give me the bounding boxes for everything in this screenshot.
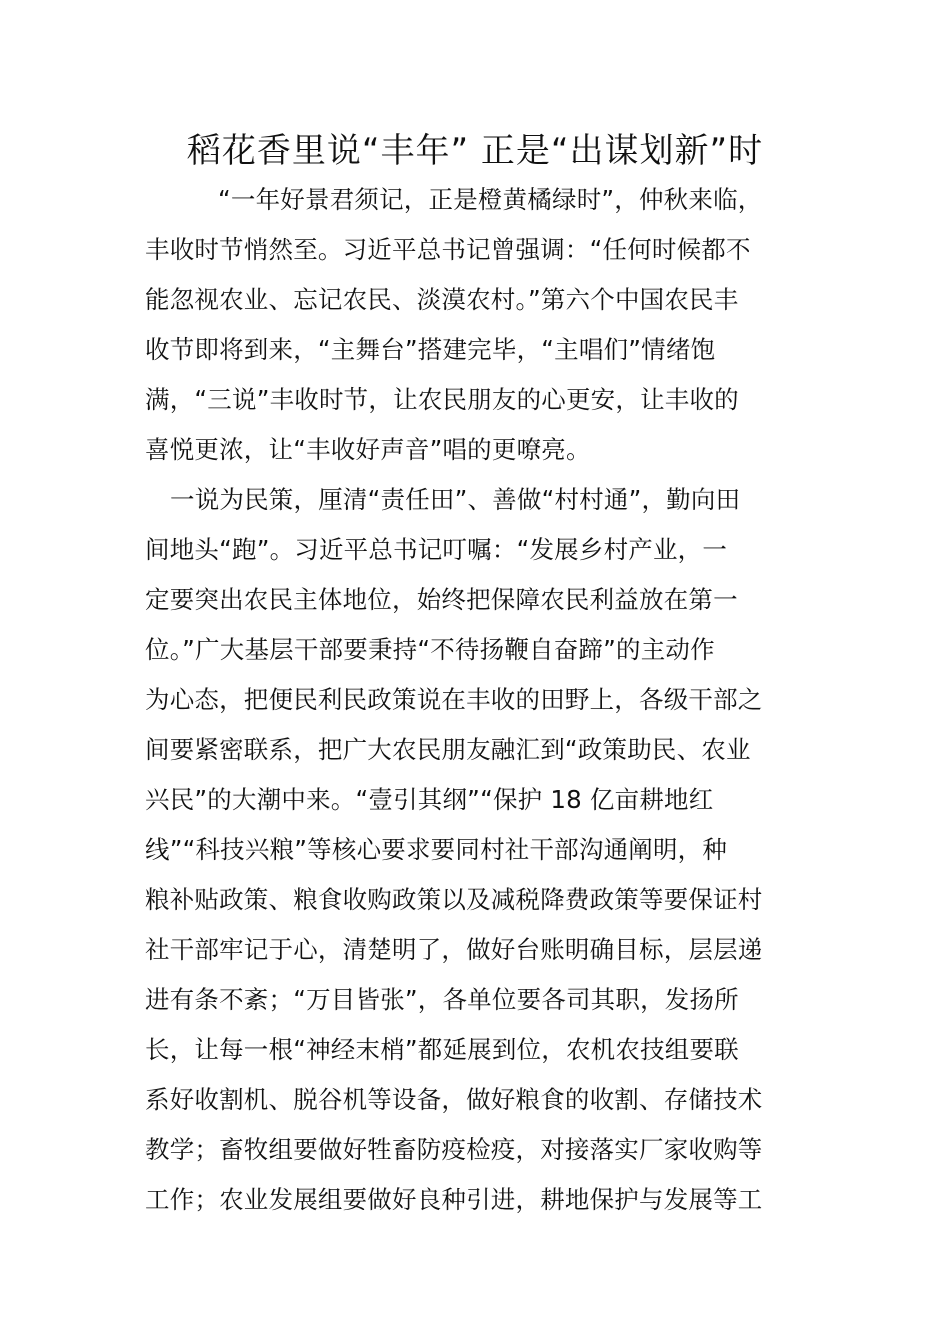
paragraph-line: 工作；农业发展组要做好良种引进，耕地保护与发展等工 [145, 1185, 763, 1214]
paragraph-line: 兴民”的大潮中来。“壹引其纲”“保护 18 亿亩耕地红 [145, 785, 714, 814]
paragraph-line: 线”“科技兴粮”等核心要求要同村社干部沟通阐明，种 [145, 835, 728, 864]
paragraph-line: 进有条不紊；“万目皆张”，各单位要各司其职，发扬所 [145, 985, 739, 1014]
paragraph-line: 粮补贴政策、粮食收购政策以及减税降费政策等要保证村 [145, 885, 763, 914]
paragraph-line: 定要突出农民主体地位，始终把保障农民利益放在第一 [145, 585, 738, 614]
paragraph-line: 丰收时节悄然至。习近平总书记曾强调：“任何时候都不 [145, 235, 751, 264]
paragraph-line: 收节即将到来，“主舞台”搭建完毕，“主唱们”情绪饱 [145, 335, 716, 364]
paragraph-line: 喜悦更浓，让“丰收好声音”唱的更嘹亮。 [145, 435, 591, 464]
paragraph-line: 位。”广大基层干部要秉持“不待扬鞭自奋蹄”的主动作 [145, 635, 715, 664]
paragraph-line: 长，让每一根“神经末梢”都延展到位，农机农技组要联 [145, 1035, 739, 1064]
paragraph-line: 系好收割机、脱谷机等设备，做好粮食的收割、存储技术 [145, 1085, 763, 1114]
paragraph-line: “一年好景君须记，正是橙黄橘绿时”，仲秋来临， [218, 185, 763, 214]
paragraph-line: 间要紧密联系，把广大农民朋友融汇到“政策助民、农业 [145, 735, 751, 764]
document-title: 稻花香里说“丰年” 正是“出谋划新”时 [186, 131, 764, 171]
paragraph-line: 一说为民策，厘清“责任田”、善做“村村通”，勤向田 [170, 485, 741, 514]
paragraph-line: 教学；畜牧组要做好牲畜防疫检疫，对接落实厂家收购等 [145, 1135, 763, 1164]
paragraph-line: 间地头“跑”。习近平总书记叮嘱：“发展乡村产业，一 [145, 535, 728, 564]
paragraph-line: 能忽视农业、忘记农民、淡漠农村。”第六个中国农民丰 [145, 285, 739, 314]
paragraph-line: 社干部牢记于心，清楚明了，做好台账明确目标，层层递 [145, 935, 763, 964]
paragraph-line: 满，“三说”丰收时节，让农民朋友的心更安，让丰收的 [145, 385, 739, 414]
paragraph-line: 为心态，把便民利民政策说在丰收的田野上，各级干部之 [145, 685, 763, 714]
